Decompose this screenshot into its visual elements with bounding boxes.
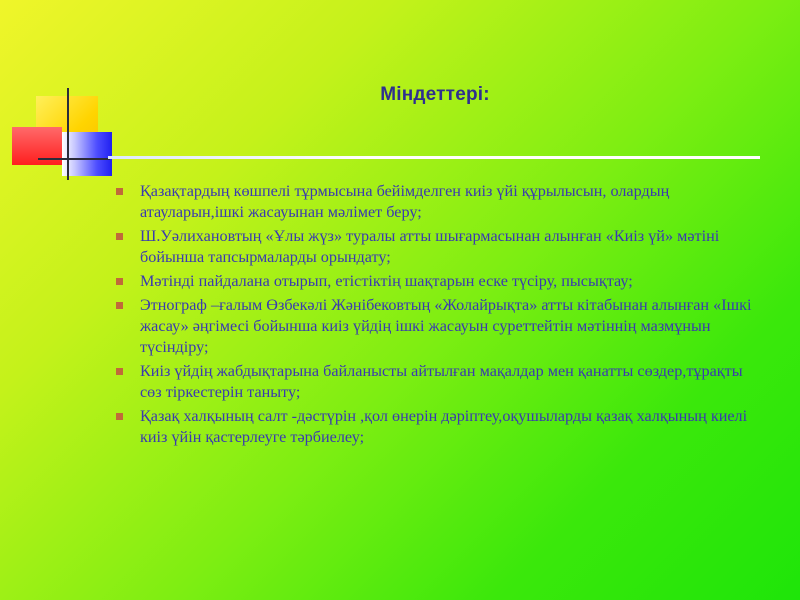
color-blocks-logo [0, 0, 130, 190]
square-bullet-icon [116, 278, 123, 285]
list-item-text: Қазақтардың көшпелі тұрмысына бейімделген киіз үйі құрылысын, олардың атауларын,ішкі жасауынан мәлімет беру; [140, 182, 670, 221]
square-bullet-icon [116, 233, 123, 240]
square-bullet-icon [116, 188, 123, 195]
list-item-text: Ш.Уәлихановтың «Ұлы жүз» туралы атты шығармасынан алынған «Киіз үй» мәтіні бойынша тапсырмаларды орындату; [140, 227, 720, 266]
list-item [112, 406, 762, 448]
blue-square [62, 132, 112, 176]
square-bullet-icon [116, 368, 123, 375]
slide-title: Міндеттері: [380, 84, 490, 105]
list-item [112, 361, 762, 403]
list-item [112, 181, 762, 223]
list-item-text: Мәтінді пайдалана отырып, етістіктің шақтарын еске түсіру, пысықтау; [140, 272, 633, 290]
list-item-text: Киіз үйдің жабдықтарына байланысты айтылған мақалдар мен қанатты сөздер,тұрақты сөз тіркестерін таныту; [140, 362, 743, 401]
bullet-list [112, 181, 762, 451]
list-item [112, 226, 762, 268]
square-bullet-icon [116, 413, 123, 420]
list-item [112, 295, 762, 358]
square-bullet-icon [116, 302, 123, 309]
vertical-divider-line [67, 88, 69, 180]
list-item [112, 271, 762, 292]
title-underline [108, 156, 760, 159]
list-item-text: Қазақ халқының салт -дәстүрін ,қол өнерін дәріптеу,оқушыларды қазақ халқының киелі киіз үйін қастерлеуге тәрбиелеу; [140, 407, 748, 446]
horizontal-dark-line [38, 158, 110, 160]
list-item-text: Этнограф –ғалым Өзбекәлі Жәнібековтың «Жолайрықта» атты кітабынан алынған «Ішкі жасау» әңгімесі бойынша киіз үйдің ішкі жасауын суреттейтін мәтіннің мазмұнын түсіндіру; [140, 296, 752, 356]
